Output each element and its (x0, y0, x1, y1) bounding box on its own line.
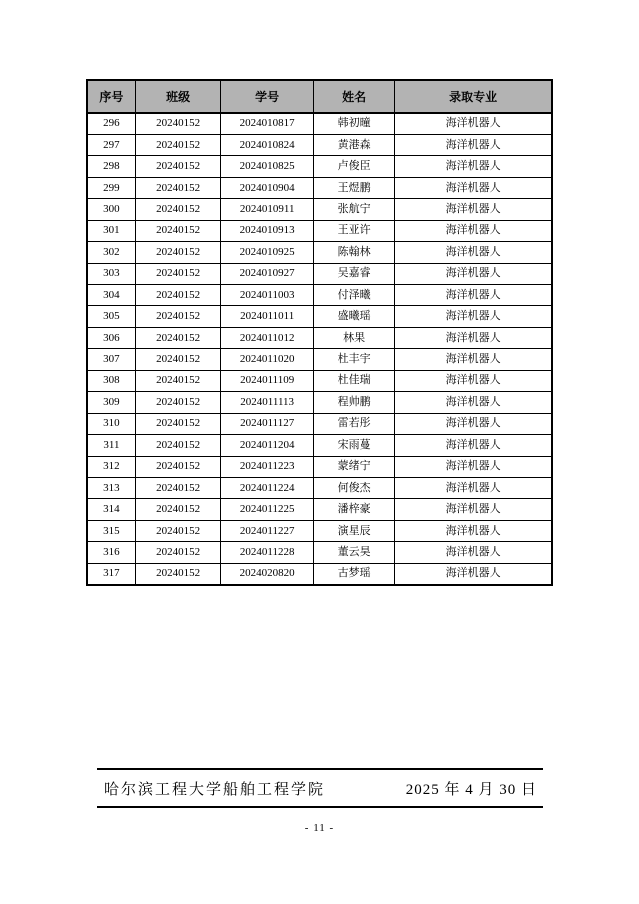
table-row (87, 242, 552, 263)
table-cell-name: 林果 (313, 327, 394, 348)
table-header-row (87, 80, 552, 113)
table-row (87, 435, 552, 456)
table-row (87, 499, 552, 520)
table-cell-index: 302 (87, 242, 135, 263)
table-row (87, 263, 552, 284)
table-cell-index: 296 (87, 113, 135, 134)
table-cell-student-id: 2024010824 (221, 134, 314, 155)
table-cell-class: 20240152 (135, 327, 221, 348)
table-cell-major: 海洋机器人 (395, 413, 552, 434)
column-header-index: 序号 (87, 80, 135, 113)
table-cell-name: 杜丰宇 (313, 349, 394, 370)
table-cell-name: 古梦瑶 (313, 563, 394, 584)
table-body (87, 113, 552, 585)
table-cell-name: 黄港森 (313, 134, 394, 155)
table-cell-student-id: 2024010925 (221, 242, 314, 263)
table-cell-major: 海洋机器人 (395, 563, 552, 584)
table-cell-name: 付泽曦 (313, 285, 394, 306)
table-cell-index: 300 (87, 199, 135, 220)
table-row (87, 370, 552, 391)
table-cell-class: 20240152 (135, 199, 221, 220)
table-cell-index: 312 (87, 456, 135, 477)
table-cell-class: 20240152 (135, 499, 221, 520)
table-cell-major: 海洋机器人 (395, 242, 552, 263)
table-cell-name: 演星辰 (313, 520, 394, 541)
table-cell-student-id: 2024010825 (221, 156, 314, 177)
page-number: - 11 - (304, 822, 335, 834)
table-cell-name: 王亚许 (313, 220, 394, 241)
table-cell-class: 20240152 (135, 177, 221, 198)
table-cell-student-id: 2024011204 (221, 435, 314, 456)
table-cell-class: 20240152 (135, 456, 221, 477)
table-cell-index: 315 (87, 520, 135, 541)
table-row (87, 349, 552, 370)
table-row (87, 413, 552, 434)
table-cell-index: 301 (87, 220, 135, 241)
table-cell-name: 陈翰林 (313, 242, 394, 263)
table-cell-name: 潘梓豪 (313, 499, 394, 520)
table-row (87, 220, 552, 241)
table-cell-student-id: 2024010911 (221, 199, 314, 220)
table-cell-class: 20240152 (135, 220, 221, 241)
table-cell-major: 海洋机器人 (395, 113, 552, 134)
table-cell-index: 311 (87, 435, 135, 456)
table-cell-major: 海洋机器人 (395, 435, 552, 456)
table-cell-student-id: 2024010913 (221, 220, 314, 241)
table-cell-index: 307 (87, 349, 135, 370)
table-cell-name: 卢俊臣 (313, 156, 394, 177)
table-cell-major: 海洋机器人 (395, 177, 552, 198)
table-cell-student-id: 2024011109 (221, 370, 314, 391)
table-cell-name: 雷若彤 (313, 413, 394, 434)
table-row (87, 113, 552, 134)
table-cell-class: 20240152 (135, 242, 221, 263)
table-cell-class: 20240152 (135, 520, 221, 541)
table-cell-index: 317 (87, 563, 135, 584)
column-header-student-id: 学号 (221, 80, 314, 113)
table-cell-name: 宋雨蔓 (313, 435, 394, 456)
table-cell-index: 297 (87, 134, 135, 155)
table-cell-major: 海洋机器人 (395, 370, 552, 391)
table-cell-major: 海洋机器人 (395, 520, 552, 541)
table-cell-major: 海洋机器人 (395, 156, 552, 177)
table-row (87, 134, 552, 155)
table-cell-class: 20240152 (135, 306, 221, 327)
table-cell-name: 王煜鹏 (313, 177, 394, 198)
table-row (87, 199, 552, 220)
table-cell-student-id: 2024010927 (221, 263, 314, 284)
table-row (87, 177, 552, 198)
admission-roster-table (86, 79, 553, 586)
table-cell-student-id: 2024011223 (221, 456, 314, 477)
table-row (87, 156, 552, 177)
column-header-name: 姓名 (313, 80, 394, 113)
table-cell-student-id: 2024011012 (221, 327, 314, 348)
table-cell-student-id: 2024011227 (221, 520, 314, 541)
table-cell-name: 董云昊 (313, 542, 394, 563)
table-cell-major: 海洋机器人 (395, 349, 552, 370)
table-cell-major: 海洋机器人 (395, 456, 552, 477)
table-cell-index: 305 (87, 306, 135, 327)
table-row (87, 306, 552, 327)
table-cell-major: 海洋机器人 (395, 263, 552, 284)
table-cell-major: 海洋机器人 (395, 499, 552, 520)
table-cell-index: 298 (87, 156, 135, 177)
table-cell-class: 20240152 (135, 156, 221, 177)
table-cell-name: 蒙绪宁 (313, 456, 394, 477)
table-cell-class: 20240152 (135, 113, 221, 134)
table-cell-major: 海洋机器人 (395, 220, 552, 241)
table-cell-name: 程帅鹏 (313, 392, 394, 413)
table-cell-student-id: 2024011003 (221, 285, 314, 306)
table-cell-major: 海洋机器人 (395, 477, 552, 498)
table-cell-class: 20240152 (135, 263, 221, 284)
table-cell-student-id: 2024011113 (221, 392, 314, 413)
table-row (87, 477, 552, 498)
table-cell-class: 20240152 (135, 563, 221, 584)
table-cell-class: 20240152 (135, 435, 221, 456)
table-cell-class: 20240152 (135, 134, 221, 155)
table-row (87, 285, 552, 306)
table-cell-major: 海洋机器人 (395, 392, 552, 413)
table-row (87, 392, 552, 413)
table-cell-index: 314 (87, 499, 135, 520)
table-cell-index: 310 (87, 413, 135, 434)
table-header (87, 80, 552, 113)
table-cell-student-id: 2024011225 (221, 499, 314, 520)
table-cell-major: 海洋机器人 (395, 199, 552, 220)
table-cell-name: 韩初曈 (313, 113, 394, 134)
table-cell-index: 316 (87, 542, 135, 563)
table-cell-class: 20240152 (135, 542, 221, 563)
table-cell-class: 20240152 (135, 477, 221, 498)
table-row (87, 542, 552, 563)
table-row (87, 520, 552, 541)
table-cell-index: 299 (87, 177, 135, 198)
table-cell-class: 20240152 (135, 285, 221, 306)
table-cell-student-id: 2024011127 (221, 413, 314, 434)
table-cell-index: 306 (87, 327, 135, 348)
table-cell-name: 吴嘉睿 (313, 263, 394, 284)
column-header-major: 录取专业 (395, 80, 552, 113)
table-cell-name: 张航宁 (313, 199, 394, 220)
table-cell-index: 304 (87, 285, 135, 306)
table-cell-index: 313 (87, 477, 135, 498)
table-cell-student-id: 2024011011 (221, 306, 314, 327)
table-row (87, 563, 552, 584)
table-cell-student-id: 2024011228 (221, 542, 314, 563)
table-cell-index: 303 (87, 263, 135, 284)
table-cell-class: 20240152 (135, 392, 221, 413)
table-cell-student-id: 2024011020 (221, 349, 314, 370)
table-cell-student-id: 2024010904 (221, 177, 314, 198)
institution-name: 哈尔滨工程大学船舶工程学院 (104, 781, 326, 798)
table-cell-student-id: 2024020820 (221, 563, 314, 584)
table-cell-major: 海洋机器人 (395, 306, 552, 327)
table-cell-index: 308 (87, 370, 135, 391)
table-cell-name: 何俊杰 (313, 477, 394, 498)
table-cell-student-id: 2024011224 (221, 477, 314, 498)
table-row (87, 327, 552, 348)
table-cell-class: 20240152 (135, 349, 221, 370)
table-cell-major: 海洋机器人 (395, 327, 552, 348)
table-cell-major: 海洋机器人 (395, 285, 552, 306)
table-cell-major: 海洋机器人 (395, 134, 552, 155)
table-cell-index: 309 (87, 392, 135, 413)
column-header-class: 班级 (135, 80, 221, 113)
table-cell-name: 盛曦瑶 (313, 306, 394, 327)
table-cell-student-id: 2024010817 (221, 113, 314, 134)
table-cell-name: 杜佳瑞 (313, 370, 394, 391)
table-row (87, 456, 552, 477)
table-cell-major: 海洋机器人 (395, 542, 552, 563)
document-date: 2025 年 4 月 30 日 (405, 781, 537, 798)
signature-block (97, 768, 543, 808)
table-cell-class: 20240152 (135, 370, 221, 391)
table-cell-class: 20240152 (135, 413, 221, 434)
